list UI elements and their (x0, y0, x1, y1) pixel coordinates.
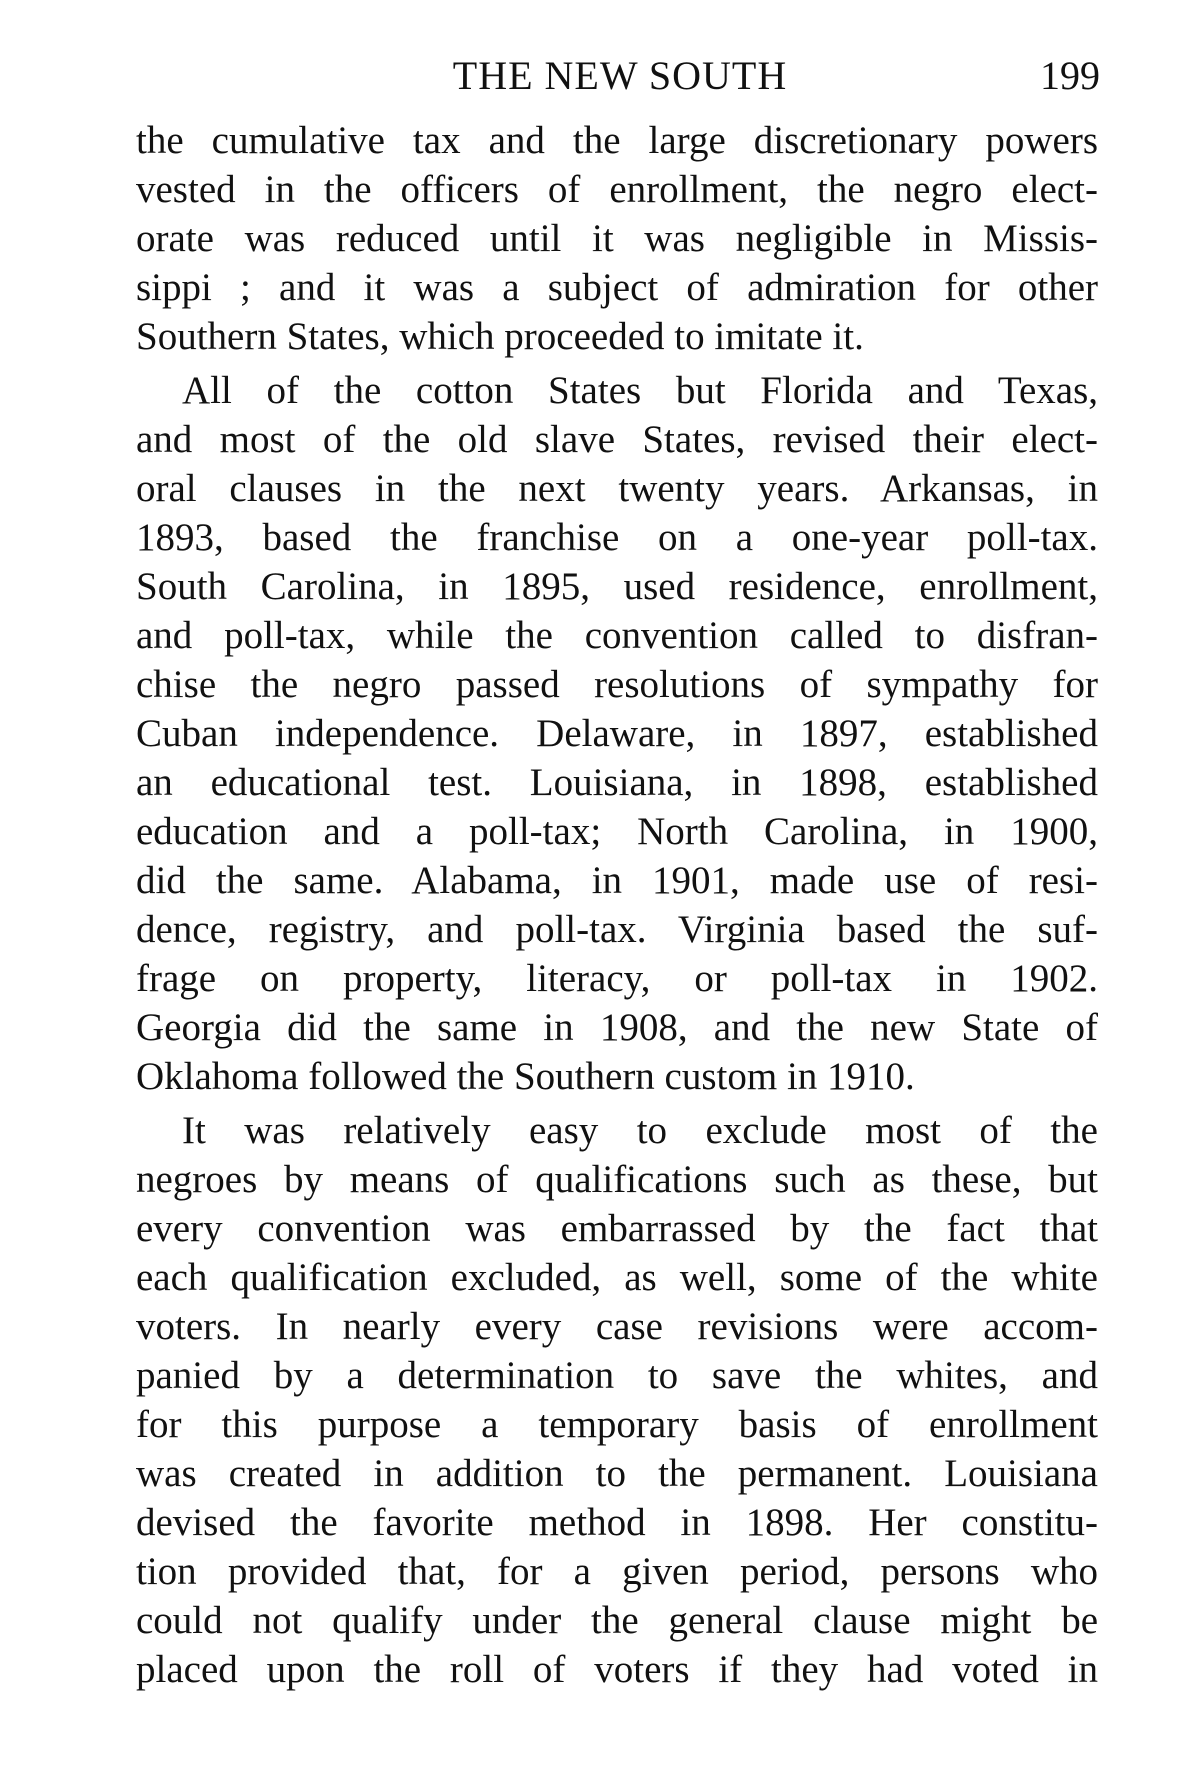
paragraph-1 (136, 116, 1098, 361)
text-line: chise the negro passed resolutions of sympathy for (136, 663, 1098, 706)
page-number: 199 (1040, 53, 1100, 98)
text-line: South Carolina, in 1895, used residence, enrollment, (136, 565, 1098, 608)
paragraph-3 (136, 1106, 1098, 1694)
text-line: was created in addition to the permanent. Louisiana (136, 1452, 1098, 1495)
text-line: and poll-tax, while the convention called to disfran- (136, 614, 1098, 657)
running-head (140, 46, 1100, 106)
text-line: dence, registry, and poll-tax. Virginia based the suf- (136, 908, 1098, 951)
text-line: every convention was embarrassed by the fact that (136, 1207, 1098, 1250)
text-line: Cuban independence. Delaware, in 1897, established (136, 712, 1098, 755)
text-line: each qualification excluded, as well, some of the white (136, 1256, 1098, 1299)
text-line: Southern States, which proceeded to imitate it. (136, 315, 864, 358)
text-line: orate was reduced until it was negligible in Missis- (136, 217, 1098, 260)
text-line: education and a poll-tax; North Carolina, in 1900, (136, 810, 1098, 853)
text-line: vested in the officers of enrollment, the negro elect- (136, 168, 1098, 211)
text-line: Oklahoma followed the Southern custom in 1910. (136, 1055, 915, 1098)
text-line: could not qualify under the general clause might be (136, 1599, 1098, 1642)
text-line: an educational test. Louisiana, in 1898, established (136, 761, 1098, 804)
text-line: frage on property, literacy, or poll-tax in 1902. (136, 957, 1098, 1000)
text-line: oral clauses in the next twenty years. Arkansas, in (136, 467, 1098, 510)
text-line: placed upon the roll of voters if they had voted in (136, 1648, 1098, 1691)
paragraph-2 (136, 366, 1098, 1101)
text-line: sippi ; and it was a subject of admiration for other (136, 266, 1098, 309)
running-title: THE NEW SOUTH (452, 53, 788, 98)
text-line: negroes by means of qualifications such as these, but (136, 1158, 1098, 1201)
text-line: tion provided that, for a given period, persons who (136, 1550, 1098, 1593)
body-text (136, 116, 1098, 1694)
text-line: did the same. Alabama, in 1901, made use of resi- (136, 859, 1098, 902)
text-line: 1893, based the franchise on a one-year poll-tax. (136, 516, 1098, 559)
text-line: the cumulative tax and the large discretionary powers (136, 119, 1098, 162)
text-line: and most of the old slave States, revised their elect- (136, 418, 1098, 461)
text-line: It was relatively easy to exclude most of the (182, 1109, 1098, 1152)
text-line: All of the cotton States but Florida and Texas, (182, 369, 1098, 412)
text-line: panied by a determination to save the whites, and (136, 1354, 1098, 1397)
text-line: devised the favorite method in 1898. Her constitu- (136, 1501, 1098, 1544)
text-line: for this purpose a temporary basis of enrollment (136, 1403, 1098, 1446)
text-line: Georgia did the same in 1908, and the new State of (136, 1006, 1098, 1049)
text-line: voters. In nearly every case revisions were accom- (136, 1305, 1098, 1348)
